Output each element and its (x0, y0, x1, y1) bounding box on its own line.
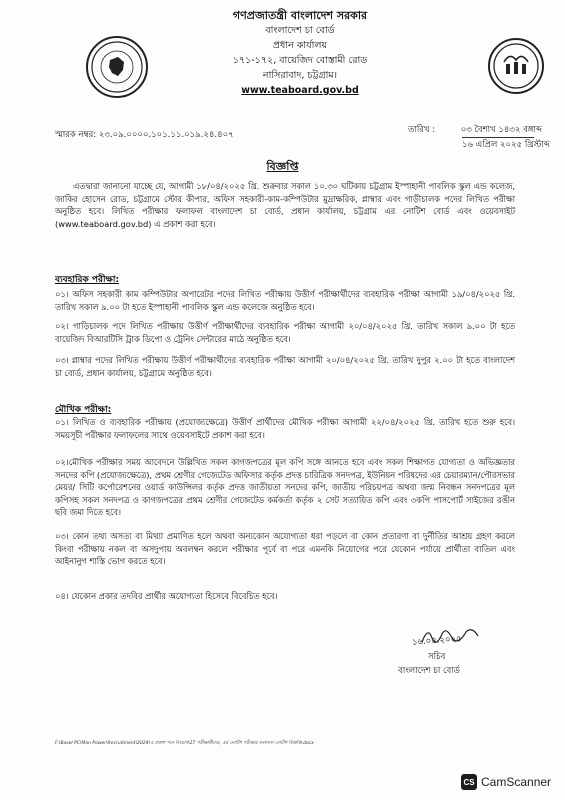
bengali-date: ০৩ বৈশাখ ১৪৩২ বঙ্গাব্দ (460, 125, 542, 135)
notice-title: বিজ্ঞপ্তি (266, 160, 299, 173)
oral-item-2: ০২।মৌখিক পরীক্ষার সময় আবেদনে উল্লিখিত সকল কাগজপত্রের মূল কপি সঙ্গে আনতে হবে এবং সকল শিক্ষাগত যোগ্যতা ও অভিজ্ঞতার সনদের কপি (প্রযোজ্যক্ষেত্রে), প্রথম শ্রেণীর গেজেটেড অফিসার কর্তৃক প্রদত্ত চারিত্রিক সনদপত্র, ইউনিয়ন পরিষদের এর চেয়ারম্যান/পৌরসভার মেয়র/ সিটি কর্পোরেশনের ওয়ার্ড কাউন্সিলর কর্তৃক প্রদত্ত জাতীয়তা সনদের কপি, জাতীয় পরিচয়পত্র অথবা জন্ম নিবন্ধন সনদপত্রের মূল কপিসহ সকল সনদপত্র ও কাগজপত্রের প্রথম শ্রেণীর গেজেটেড কর্মকর্তা কর্তৃক ২ সেট সত্যায়িত কপি এবং ৩কপি পাসপোর্ট সাইজের রঙীন ছবি জমা দিতে হবে। (55, 457, 515, 517)
website-link[interactable]: www.teaboard.gov.bd (241, 85, 359, 96)
oral-item-3: ০৩। কোন তথ্য অসত্য বা মিথ্যা প্রমাণিত হলে অথবা অন্যকোন অযোগ্যতা ধরা পড়লে বা কোন প্রতারণা বা দুর্নীতির আশ্রয় গ্রহণ করলে কিংবা পরীক্ষায় নকল বা অসদুপায় অবলম্বন করলে পরীক্ষার পূর্বে বা পরে এমনকি নিয়োগের পরে যেকোন পর্যায়ে প্রার্থীতা বাতিল এবং আইনানুগ শাস্তি ভোগ করতে হবে। (55, 531, 515, 566)
gregorian-date: ১৬ এপ্রিল ২০২৫ খ্রিস্টাব্দ (462, 140, 550, 150)
organization-name: বাংলাদেশ চা বোর্ড (265, 25, 335, 36)
government-name: গণপ্রজাতন্ত্রী বাংলাদেশ সরকার (232, 9, 368, 22)
oral-item-4: ০৪। যেকোন প্রকার তদবির প্রার্থীর অযোগ্যতা হিসেবে বিবেচিত হবে। (55, 591, 278, 601)
practical-exam-heading: ব্যবহারিক পরীক্ষা: (55, 275, 120, 285)
office-name: প্রধান কার্যালয় (272, 40, 328, 51)
date-block (408, 123, 558, 152)
address-line: ১৭১-১৭২, বায়েজিদ বোস্তামী রোড (232, 55, 368, 66)
file-path-footer: F:\Basel PC\Man Power\Recruitment\2024\এ প্রকাশ পদে নিয়োগ\27 পরীক্ষার্থীদের, এর নোটিশ পরীক্ষার ফলাফল নোটিশ বিজ্ঞপ্তি.docx (55, 741, 314, 746)
oral-item-1: ০১। লিখিত ও ব্যবহারিক পরীক্ষায় (প্রযোজ্যক্ষেত্রে) উত্তীর্ণ প্রার্থীদের মৌখিক পরীক্ষা আগামী ২২/০৪/২০২৫ খ্রি. তারিখ হতে শুরু হবে। সময়সূচী পরীক্ষার ফলাফলের সাথে ওয়েবসাইটে প্রকাশ করা হবে। (55, 417, 515, 440)
tea-board-logo-icon (488, 38, 544, 94)
reference-number: স্মারক নম্বর: ২৩.০৯.০০০০.১০১.১১.০১৯.২৪.৪০৭ (55, 130, 234, 140)
government-seal-icon (86, 36, 148, 98)
camscanner-watermark (461, 772, 551, 792)
practical-item-1: ০১। অফিস সহকারী কাম কম্পিউটার অপারেটর পদের লিখিত পরীক্ষায় উত্তীর্ণ পরীক্ষার্থীদের ব্যবহারিক পরীক্ষা আগামী ১৯/০৪/২০২৫ খ্রি. তারিখ সকাল ৯.০০ টা হতে ইস্পাহানী পাবলিক স্কুল এন্ড কলেজে অনুষ্ঠিত হবে। (55, 289, 515, 312)
practical-item-2: ০২। গাড়িচালক পদে লিখিত পরীক্ষায় উত্তীর্ণ পরীক্ষার্থীদের ব্যবহারিক পরীক্ষা আগামী ২০/০৪/২০২৫ খ্রি. তারিখ সকাল ৯.০০ টা হতে বায়েজিদ বিআরটিসি ট্রাক ডিপো ও ট্রেনিং সেন্টারের মাঠে অনুষ্ঠিত হবে। (55, 321, 515, 344)
signature-date: ১৬.০৪.২০২৫ (411, 634, 462, 648)
practical-item-3: ০৩। প্লাম্বার পদের লিখিত পরীক্ষায় উত্তীর্ণ পরীক্ষার্থীদের ব্যবহারিক পরীক্ষা আগামী ২০/০৪/২০২৫ খ্রি. তারিখ দুপুর ২.০০ টা হতে বাংলাদেশ চা বোর্ড, প্রধান কার্যালয়, চট্টগ্রামে অনুষ্ঠিত হবে। (55, 355, 515, 378)
date-label: তারিখ : (408, 125, 436, 135)
camscanner-logo-icon: CS (461, 774, 477, 790)
oral-exam-heading: মৌখিক পরীক্ষা: (55, 405, 112, 415)
intro-paragraph: এতদ্বারা জানানো যাচ্ছে যে, আগামী ১৮/০৪/২০২৫ খ্রি. শুক্রবার সকাল ১০.৩০ ঘটিকায় চট্টগ্রাম ইস্পাহানী পাবলিক স্কুল এন্ড কলেজ, জাকির হোসেন রোড, চট্টগ্রামে স্টোর কীপার, অফিস সহকারী-কাম-কম্পিউটার মুদ্রাক্ষরিক, প্লাম্বার এবং গাড়ীচালক পদের লিখিত পরীক্ষা অনুষ্ঠিত হবে। লিখিত পরীক্ষার ফলাফল বাংলাদেশ চা বোর্ড, প্রধান কার্যালয়, চট্টগ্রাম এর নোটিশ বোর্ড এবং ওয়েবসাইট (www.teaboard.gov.bd) এ প্রকাশ করা হবে। (55, 181, 515, 229)
signatory-title: সচিব (428, 652, 446, 662)
camscanner-label: CamScanner (481, 775, 552, 789)
signatory-organization: বাংলাদেশ চা বোর্ড (398, 666, 460, 676)
letterhead (150, 8, 450, 98)
city-line: নাসিরাবাদ, চট্টগ্রাম। (262, 70, 338, 81)
